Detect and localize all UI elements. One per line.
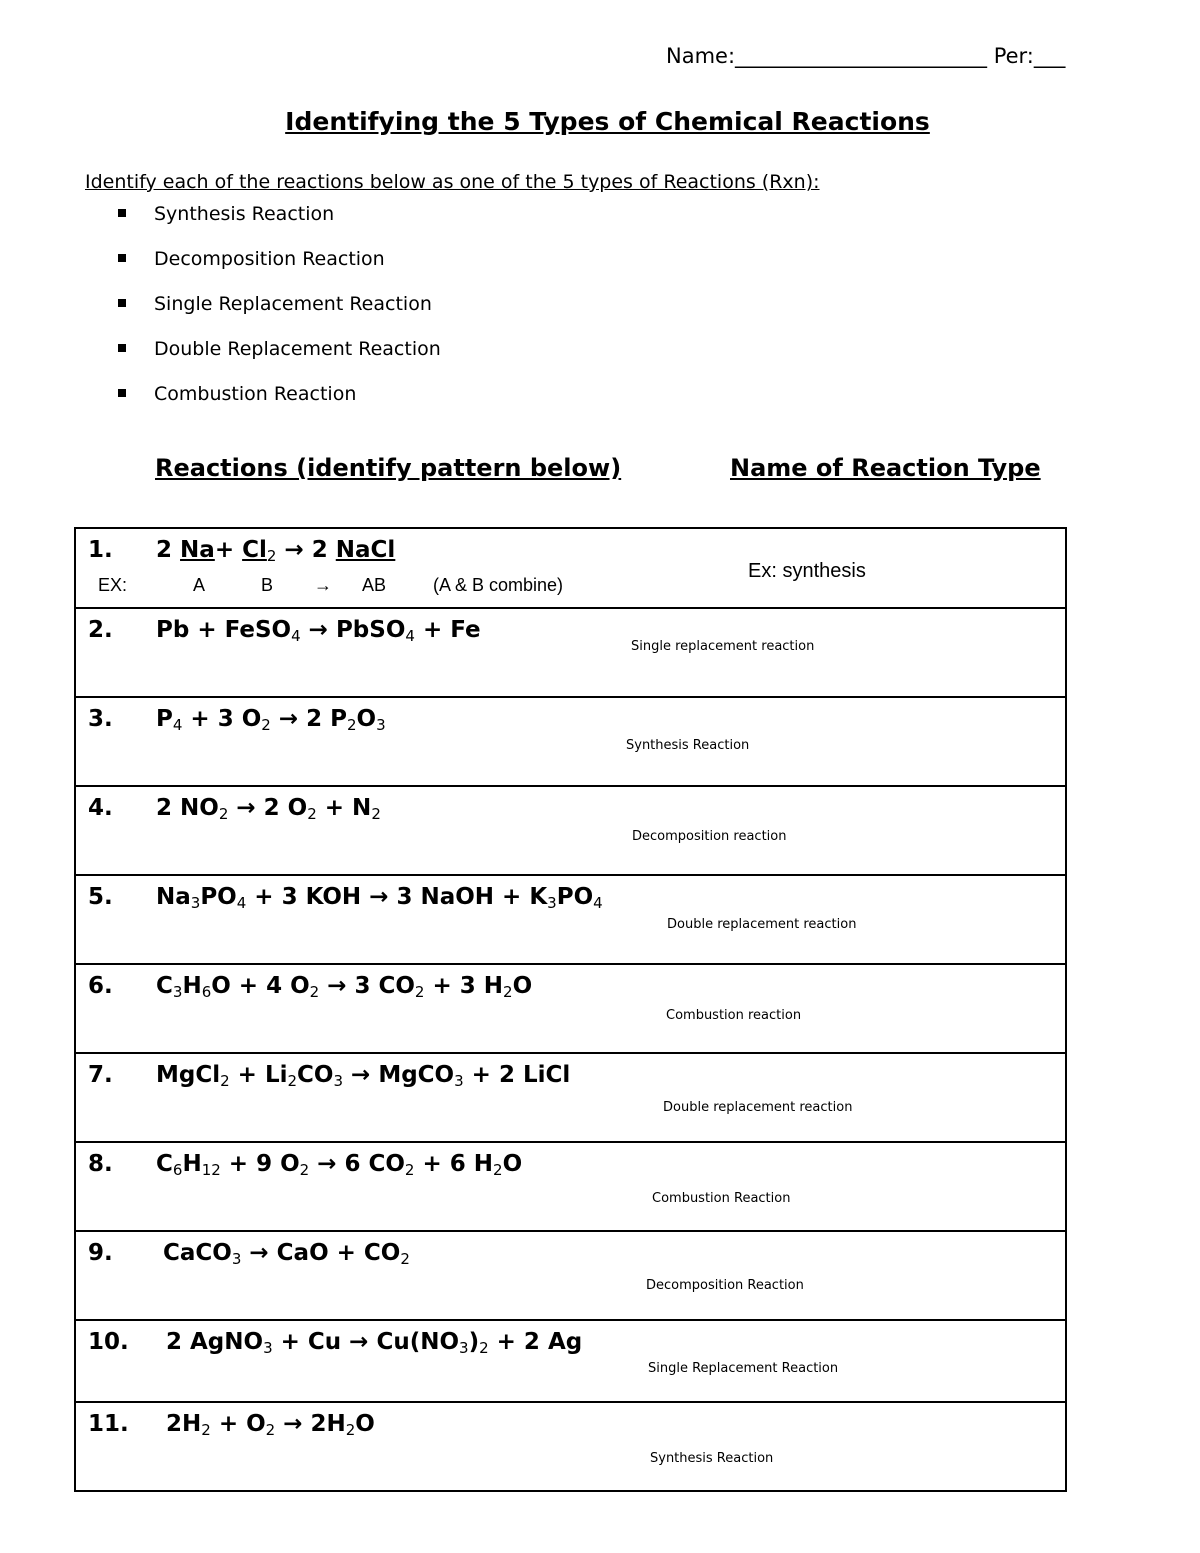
- reaction-types-list: [118, 196, 441, 421]
- name-period-line: Name:________________________ Per:___: [666, 44, 1066, 68]
- row-number: 7.: [88, 1062, 113, 1088]
- pattern-note: (A & B combine): [433, 575, 564, 595]
- row-number: 10.: [88, 1329, 129, 1355]
- reaction-equation: 2 AgNO$_3$ + $Cu \to Cu(NO_3)_2 + 2$ Ag: [166, 1329, 583, 1357]
- row-number: 11.: [88, 1411, 129, 1437]
- reaction-type-answer: Combustion Reaction: [652, 1191, 791, 1206]
- row-number: 3.: [88, 706, 113, 732]
- reaction-type-answer: Synthesis Reaction: [626, 738, 750, 753]
- row-number: 5.: [88, 884, 113, 910]
- reaction-equation: $Na_3PO_4 + 3$ KOH → 3 NaOH + $K_3PO_4$: [156, 884, 603, 912]
- list-item: Single Replacement Reaction: [118, 286, 441, 331]
- pattern-a: A: [193, 575, 206, 595]
- table-row: [75, 1320, 1066, 1402]
- bullet-icon: [118, 299, 126, 307]
- row-number: 6.: [88, 973, 113, 999]
- pattern-arrow: →: [314, 575, 332, 595]
- reaction-type-answer: Synthesis Reaction: [650, 1451, 774, 1466]
- example-label: EX:: [98, 575, 128, 595]
- bullet-icon: [118, 389, 126, 397]
- table-row: [75, 1231, 1066, 1320]
- list-item: Synthesis Reaction: [118, 196, 441, 241]
- table-row: [75, 1402, 1066, 1491]
- table-row: [75, 528, 1066, 608]
- reaction-equation: CaCO$_3$ → CaO + $CO_2$: [163, 1240, 410, 1268]
- reaction-type-answer: Decomposition Reaction: [646, 1278, 804, 1293]
- reaction-equation: $P_4 + 3$ $O_2 \to 2$ $P_2O_3$: [156, 706, 386, 734]
- table-row: [75, 875, 1066, 964]
- instructions: Identify each of the reactions below as one of the 5 types of Reactions (Rxn):: [85, 171, 820, 193]
- reaction-equation: Pb + FeSO$_4$ → PbSO$_4$ + Fe: [156, 617, 481, 645]
- reaction-equation: $C_3H_6O + 4$ $O_2 \to 3$ $CO_2 + 3$ $H_2O$: [156, 973, 533, 1001]
- reactions-column-heading: Reactions (identify pattern below): [155, 454, 622, 482]
- reaction-equation: $2H_2 + O_2 \to 2H_2O$: [166, 1411, 375, 1439]
- list-item: Combustion Reaction: [118, 376, 441, 421]
- list-item: Double Replacement Reaction: [118, 331, 441, 376]
- pattern-b: B: [261, 575, 274, 595]
- row-number: 4.: [88, 795, 113, 821]
- pattern-ab: AB: [362, 575, 387, 595]
- bullet-icon: [118, 344, 126, 352]
- reaction-type-answer: Double replacement reaction: [667, 917, 857, 932]
- reaction-equation: 2 $NO_2 \to 2$ $O_2 + N_2$: [156, 795, 381, 823]
- reaction-equation: MgCl$_2$ + $Li_2CO_3$ → MgCO$_3$ + 2 LiCl: [156, 1062, 571, 1090]
- table-row: [75, 1053, 1066, 1142]
- row-number: 9.: [88, 1240, 113, 1266]
- reaction-type-answer: Combustion reaction: [666, 1008, 802, 1023]
- reaction-equation: 2 $Na+ Cl_2 \to 2$ NaCl: [156, 537, 396, 565]
- row-number: 1.: [88, 537, 113, 563]
- reaction-type-answer: Single replacement reaction: [631, 639, 815, 654]
- table-row: [75, 1142, 1066, 1231]
- table-row: [75, 786, 1066, 875]
- row-number: 2.: [88, 617, 113, 643]
- reaction-type-column-heading: Name of Reaction Type: [730, 454, 1041, 482]
- example-answer: Ex: synthesis: [748, 560, 866, 582]
- reaction-type-answer: Decomposition reaction: [632, 829, 787, 844]
- table-row: [75, 697, 1066, 786]
- bullet-icon: [118, 254, 126, 262]
- row-number: 8.: [88, 1151, 113, 1177]
- bullet-icon: [118, 209, 126, 217]
- list-item: Decomposition Reaction: [118, 241, 441, 286]
- table-row: [75, 964, 1066, 1053]
- reaction-type-answer: Single Replacement Reaction: [648, 1361, 839, 1376]
- reaction-type-answer: Double replacement reaction: [663, 1100, 853, 1115]
- reactions-table: [74, 527, 1067, 1492]
- table-row: [75, 608, 1066, 697]
- page-title: Identifying the 5 Types of Chemical Reactions: [285, 107, 930, 136]
- reaction-equation: $C_6H_{12} + 9$ $O_2 \to 6$ $CO_2 + 6$ $H_2O$: [156, 1151, 523, 1179]
